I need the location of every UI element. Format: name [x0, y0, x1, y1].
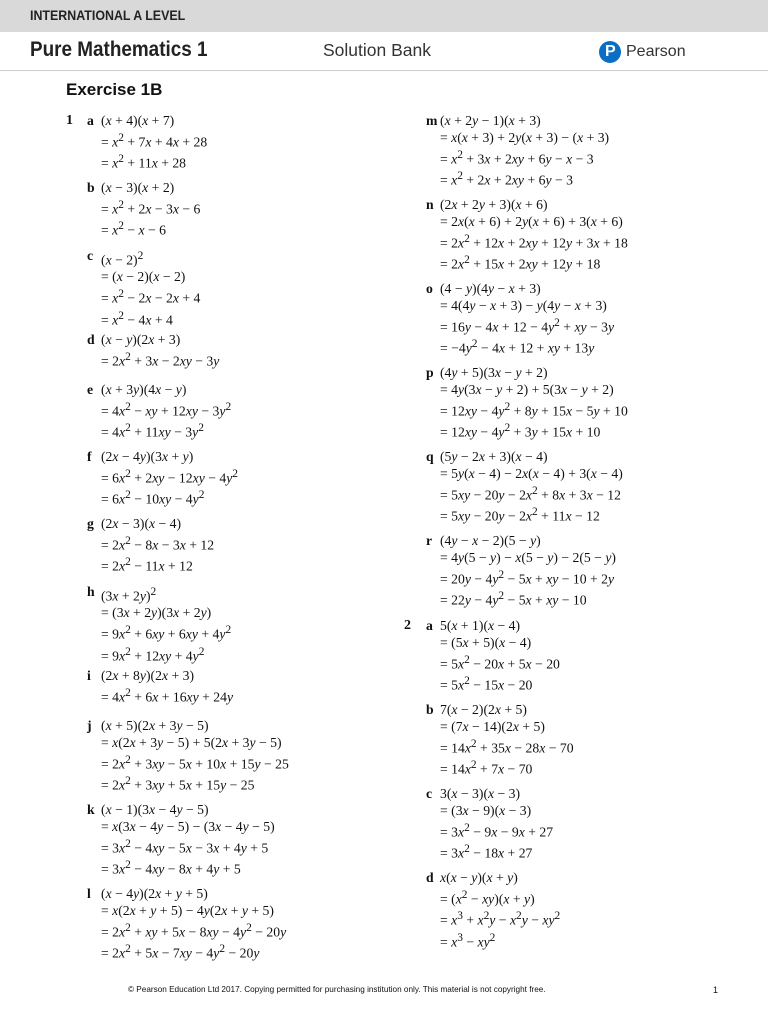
working-line: (5y − 2x + 3)(x − 4) [440, 449, 548, 464]
working-line: = $2x^2 + 3x - 2xy - 3y$ [101, 350, 220, 369]
working-line: $(3x + 2y)^2$ [101, 586, 157, 604]
working-line: (x − 3)(x + 2) [101, 180, 175, 195]
part-label: c [87, 248, 94, 263]
working-line: = $5xy - 20y - 2x^2 + 8x + 3x - 12$ [440, 484, 621, 503]
working-line: 3(x − 3)(x − 3) [440, 786, 521, 801]
working-line: (2x + 2y + 3)(x + 6) [440, 197, 548, 212]
working-line: = (x − 2)(x − 2) [101, 269, 186, 285]
page-number: 1 [713, 985, 719, 995]
part-label: m [426, 113, 438, 128]
working-line: = $4x^2 + 11xy - 3y^2$ [101, 422, 204, 440]
solution-part-b [87, 180, 201, 240]
solution-part-g [87, 516, 215, 576]
working-line: (x + 5)(2x + 3y − 5) [101, 718, 209, 733]
brand-name: Pearson [626, 43, 686, 60]
working-line: (x − 4y)(2x + y + 5) [101, 886, 208, 901]
working-line: = 4(4y − x + 3) − y(4y − x + 3) [440, 297, 607, 313]
working-line: = 5y(x − 4) − 2x(x − 4) + 3(x − 4) [440, 465, 623, 481]
working-line: = $3x^2 - 18x + 27$ [440, 842, 533, 861]
working-line: = $3x^2 - 4xy - 5x - 3x + 4y + 5$ [101, 837, 269, 856]
section-label: Solution Bank [323, 40, 431, 60]
working-line: = $22y - 4y^2 - 5x$ + xy − 10 [440, 589, 587, 608]
working-line: = $-4y^2 - 4x + 12$ + xy + 13y [440, 337, 595, 356]
working-line: (4y + 5)(3x − y + 2) [440, 365, 548, 380]
working-line: = $5x^2 - 20x + 5x - 20$ [440, 653, 560, 672]
working-line: = $x^2 + 2x - 3x - 6$ [101, 198, 201, 217]
exercise-title: Exercise 1B [66, 80, 163, 99]
part-label: d [426, 870, 434, 885]
working-line: = $14x^2 + 35x - 28x - 70$ [440, 737, 574, 756]
working-line: = $x^2 + 3x + 2xy + 6y - x - 3$ [440, 148, 594, 167]
solution-part-b [426, 702, 574, 778]
solution-part-f [87, 449, 238, 509]
solution-part-e [87, 382, 232, 442]
working-line: = $2x^2 + 5x - 7xy - 4y^2 - 20y$ [101, 942, 260, 961]
working-line: = 4y(3x − y + 2) + 5(3x − y + 2) [440, 381, 614, 397]
solution-part-k [87, 802, 275, 878]
part-label: j [87, 718, 92, 733]
copyright-footer: © Pearson Education Ltd 2017. Copying permitted for purchasing institution only. This material is not copyright free. [128, 985, 546, 994]
part-label: e [87, 382, 94, 397]
working-line: = $2x^2 + 12x + 2xy + 12y + 3x + 18$ [440, 232, 628, 251]
pearson-logo-icon [599, 41, 621, 63]
working-line: = $12xy - 4y^2 + 3y + 15x + 10$ [440, 421, 601, 440]
working-line: = $2x^2 + 3xy - 5x + 10x + 15y - 25$ [101, 753, 289, 772]
solution-part-d [426, 870, 561, 951]
working-line: = $5xy - 20y - 2x^2 + 11x - 12$ [440, 505, 600, 524]
part-label: k [87, 802, 95, 817]
working-line: = $12xy - 4y^2 + 8y + 15x - 5y + 10$ [440, 400, 628, 419]
solution-part-j [87, 718, 289, 794]
solution-part-o [426, 281, 615, 357]
working-line: = $2x^2 - 8x - 3x + 12$ [101, 534, 215, 553]
question-number: 2 [404, 618, 411, 633]
solution-part-a [87, 113, 208, 173]
working-line: = $5x^2 - 15x - 20$ [440, 674, 533, 693]
part-label: i [87, 668, 91, 683]
part-label: b [426, 702, 434, 717]
working-line: (x − 1)(3x − 4y − 5) [101, 802, 209, 817]
part-label: q [426, 449, 434, 464]
top-bar [0, 0, 768, 32]
working-line: $(x - 2)^2$ [101, 250, 144, 268]
part-label: a [426, 618, 433, 633]
solution-part-p [426, 365, 628, 441]
working-line: = (3x − 9)(x − 3) [440, 802, 532, 818]
solution-part-m [426, 113, 610, 189]
working-line: = $x^2 - 4x + 4$ [101, 309, 173, 328]
working-line: (x + 2y − 1)(x + 3) [440, 113, 541, 128]
working-line: = 4y(5 − y) − x(5 − y) − 2(5 − y) [440, 549, 616, 565]
working-line: = x(2x + 3y − 5) + 5(2x + 3y − 5) [101, 734, 282, 750]
solution-part-l [87, 886, 287, 962]
solution-part-i [87, 668, 234, 706]
part-label: o [426, 281, 433, 296]
working-line: (2x − 3)(x − 4) [101, 516, 182, 531]
part-label: g [87, 516, 94, 531]
part-label: c [426, 786, 433, 801]
part-label: b [87, 180, 95, 195]
part-label: r [426, 533, 433, 548]
working-line: = $9x^2 + 6xy + 6xy + 4y^2$ [101, 624, 232, 642]
working-line: = $3x^2 - 4xy - 8x + 4y + 5$ [101, 858, 241, 877]
working-line: = (5x + 5)(x − 4) [440, 634, 532, 650]
logo-letter: P [605, 43, 616, 60]
solution-part-n [426, 197, 628, 273]
working-line: = $2x^2 - 11x + 12$ [101, 556, 193, 574]
working-line: = $x^2 + 7x + 4x + 28$ [101, 131, 208, 150]
working-line: = $(x^2 - xy)(x + y)$ [440, 888, 535, 907]
part-label: f [87, 449, 92, 464]
part-label: d [87, 332, 95, 347]
part-label: p [426, 365, 434, 380]
working-line: = $3x^2 - 9x - 9x + 27$ [440, 821, 554, 840]
working-line: (x − y)(2x + 3) [101, 332, 181, 347]
working-line: = 2x(x + 6) + 2y(x + 6) + 3(x + 6) [440, 213, 623, 229]
working-line: = $6x^2 - 10xy - 4y^2$ [101, 489, 205, 507]
solution-part-h [87, 584, 232, 665]
question-number: 1 [66, 113, 73, 128]
working-line: x(x − y)(x + y) [440, 870, 518, 885]
series-label: INTERNATIONAL A LEVEL [30, 8, 186, 23]
part-label: l [87, 886, 91, 901]
working-line: 5(x + 1)(x − 4) [440, 618, 521, 633]
solution-part-d [87, 332, 220, 370]
book-title: Pure Mathematics 1 [30, 38, 208, 61]
working-line: = $20y - 4y^2 - 5x$ + xy − 10 + 2y [440, 568, 615, 587]
working-line: = $9x^2 + 12xy + 4y^2$ [101, 645, 205, 664]
working-line: = $2x^2 + 15x + 2xy + 12y + 18$ [440, 253, 601, 272]
working-line: = $6x^2 + 2xy - 12xy - 4y^2$ [101, 467, 238, 486]
working-line: (4y − x − 2)(5 − y) [440, 533, 541, 548]
working-line: = $4x^2$ − xy + $12xy - 3y^2$ [101, 400, 232, 419]
working-line: = $4x^2 + 6x + 16xy + 24y$ [101, 686, 234, 705]
working-line: = (3x + 2y)(3x + 2y) [101, 605, 212, 621]
working-line: (x + 4)(x + 7) [101, 113, 175, 128]
working-line: = x(3x − 4y − 5) − (3x − 4y − 5) [101, 818, 275, 834]
solution-part-c [426, 786, 554, 862]
part-label: h [87, 584, 95, 599]
working-line: = $x^2 + 2x + 2xy + 6y - 3$ [440, 169, 573, 188]
working-line: = $2x^2$ + xy + $5x - 8xy - 4y^2 - 20y$ [101, 921, 287, 940]
working-line: = x(x + 3) + 2y(x + 3) − (x + 3) [440, 129, 610, 145]
working-line: 7(x − 2)(2x + 5) [440, 702, 527, 717]
solution-part-c [87, 248, 201, 329]
working-line: (4 − y)(4y − x + 3) [440, 281, 541, 296]
working-line: = $x^2 - x - 6$ [101, 220, 167, 238]
working-line: = $2x^2 + 3xy + 5x + 15y - 25$ [101, 774, 255, 793]
working-line: = $x^3 + x^2y - x^2y - xy^2$ [440, 910, 561, 928]
working-line: = x(2x + y + 5) − 4y(2x + y + 5) [101, 902, 274, 918]
working-line: = $x^2 + 11x + 28$ [101, 153, 187, 171]
working-line: (2x − 4y)(3x + y) [101, 449, 194, 464]
solution-part-q [426, 449, 623, 525]
working-line: (x + 3y)(4x − y) [101, 382, 187, 397]
working-line: = (7x − 14)(2x + 5) [440, 718, 545, 734]
working-line: = $14x^2 + 7x - 70$ [440, 758, 533, 777]
working-line: = $x^3 - xy^2$ [440, 931, 496, 950]
working-line: = $16y - 4x + 12 - 4y^2$ + xy − 3y [440, 316, 615, 335]
solution-part-a [426, 618, 560, 694]
working-line: = $x^2 - 2x - 2x + 4$ [101, 288, 201, 306]
working-line: (2x + 8y)(2x + 3) [101, 668, 194, 683]
solution-part-r [426, 533, 616, 609]
part-label: n [426, 197, 434, 212]
part-label: a [87, 113, 94, 128]
